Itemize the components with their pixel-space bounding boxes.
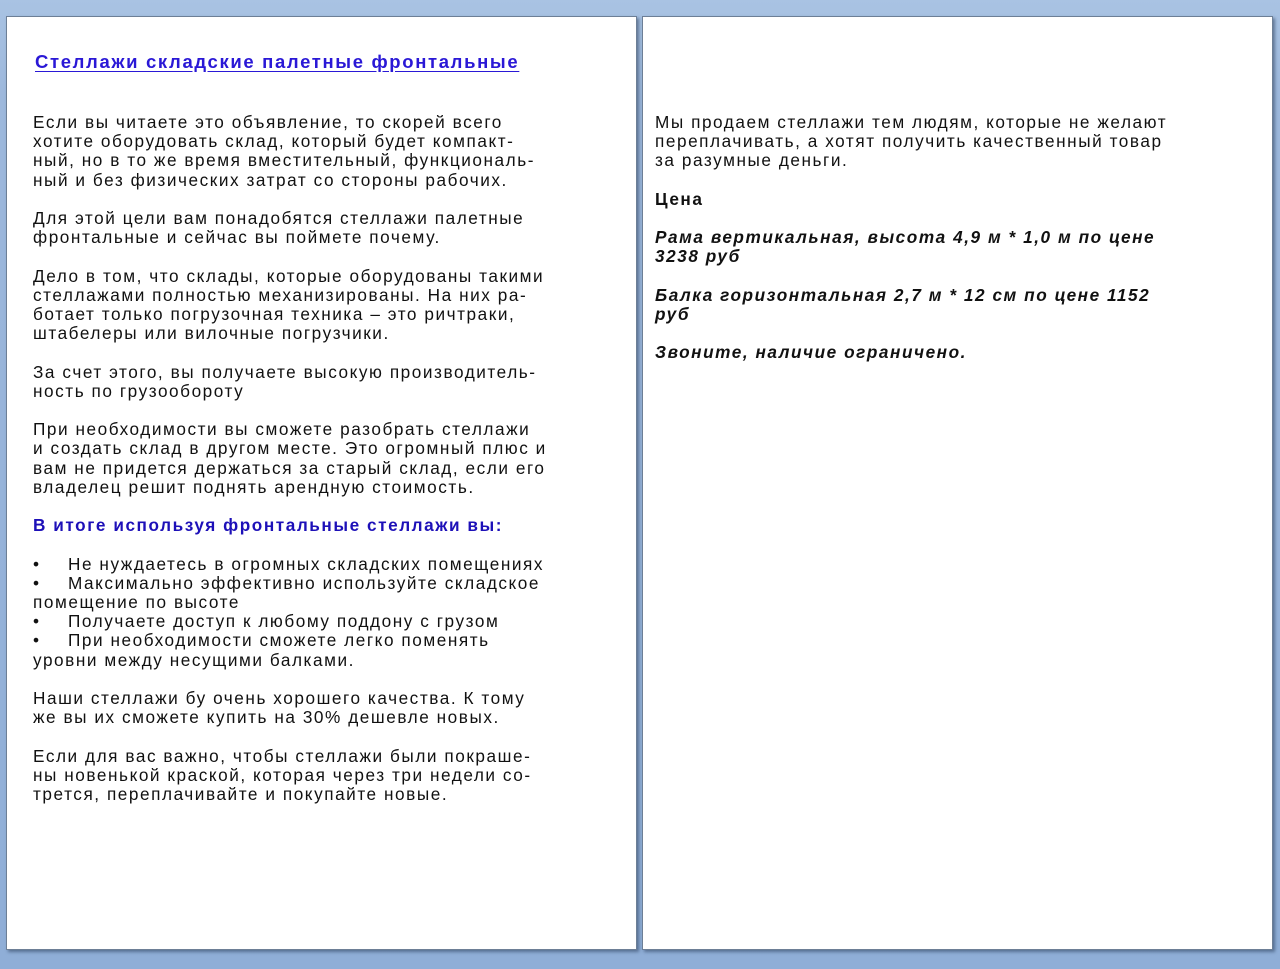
bullet-text: Не нуждаетесь в огромных складских помещениях <box>68 553 545 574</box>
price-item-beam: Балка горизонтальная 2,7 м * 12 см по цене 1152 руб <box>655 284 1151 324</box>
bullet-text: Получаете доступ к любому поддону с грузом <box>68 611 500 632</box>
bullet-icon: • <box>33 630 41 651</box>
bullet-icon: • <box>33 572 41 593</box>
new-racks-paragraph: Если для вас важно, чтобы стеллажи были покраше- ны новенькой краской, которая через три недели со- трется, переплачивайте и покупайте новые. <box>33 745 532 804</box>
productivity-paragraph: За счет этого, вы получаете высокую производитель- ность по грузообороту <box>33 361 537 401</box>
price-heading: Цена <box>655 188 704 209</box>
mechanization-paragraph: Дело в том, что склады, которые оборудованы такими стеллажами полностью механизированы. На них ра- ботает только погрузочная техника – это ричтраки, штабелеры или вилочные погрузчики. <box>33 265 545 344</box>
benefits-list <box>33 555 633 670</box>
bullet-icon: • <box>33 553 41 574</box>
list-item <box>33 574 633 612</box>
ad-title-link[interactable]: Стеллажи складские палетные фронтальные <box>35 51 520 72</box>
quality-paragraph: Наши стеллажи бу очень хорошего качества. К тому же вы их сможете купить на 30% дешевле новых. <box>33 687 526 728</box>
relocation-paragraph: При необходимости вы сможете разобрать стеллажи и создать склад в другом месте. Это огромный плюс и вам не придется держаться за старый склад, если его владелец решит поднять арендную стоимость. <box>33 419 547 497</box>
intro-paragraph: Если вы читаете это объявление, то скорей всего хотите оборудовать склад, который будет компакт- ный, но в то же время вместительный, функциональ- ный и без физических затрат со стороны рабочих. <box>33 112 536 190</box>
call-to-action: Звоните, наличие ограничено. <box>655 342 967 363</box>
benefits-subheading: В итоге используя фронтальные стеллажи вы: <box>33 515 504 536</box>
list-item <box>33 555 633 574</box>
list-item <box>33 612 633 631</box>
bullet-icon: • <box>33 611 41 632</box>
left-page-body <box>33 113 633 823</box>
list-item <box>33 631 633 669</box>
purpose-paragraph: Для этой цели вам понадобятся стеллажи палетные фронтальные и сейчас вы поймете почему. <box>33 208 525 248</box>
left-page <box>6 16 637 950</box>
right-page-body <box>655 113 1270 382</box>
right-page <box>642 16 1273 950</box>
bullet-text: Максимально эффективно используйте складское помещение по высоте <box>33 572 541 612</box>
price-item-frame: Рама вертикальная, высота 4,9 м * 1,0 м по цене 3238 руб <box>655 227 1156 267</box>
audience-paragraph: Мы продаем стеллажи тем людям, которые не желают переплачивать, а хотят получить качественный товар за разумные деньги. <box>655 112 1168 171</box>
bullet-text: При необходимости сможете легко поменять уровни между несущими балками. <box>33 630 490 670</box>
